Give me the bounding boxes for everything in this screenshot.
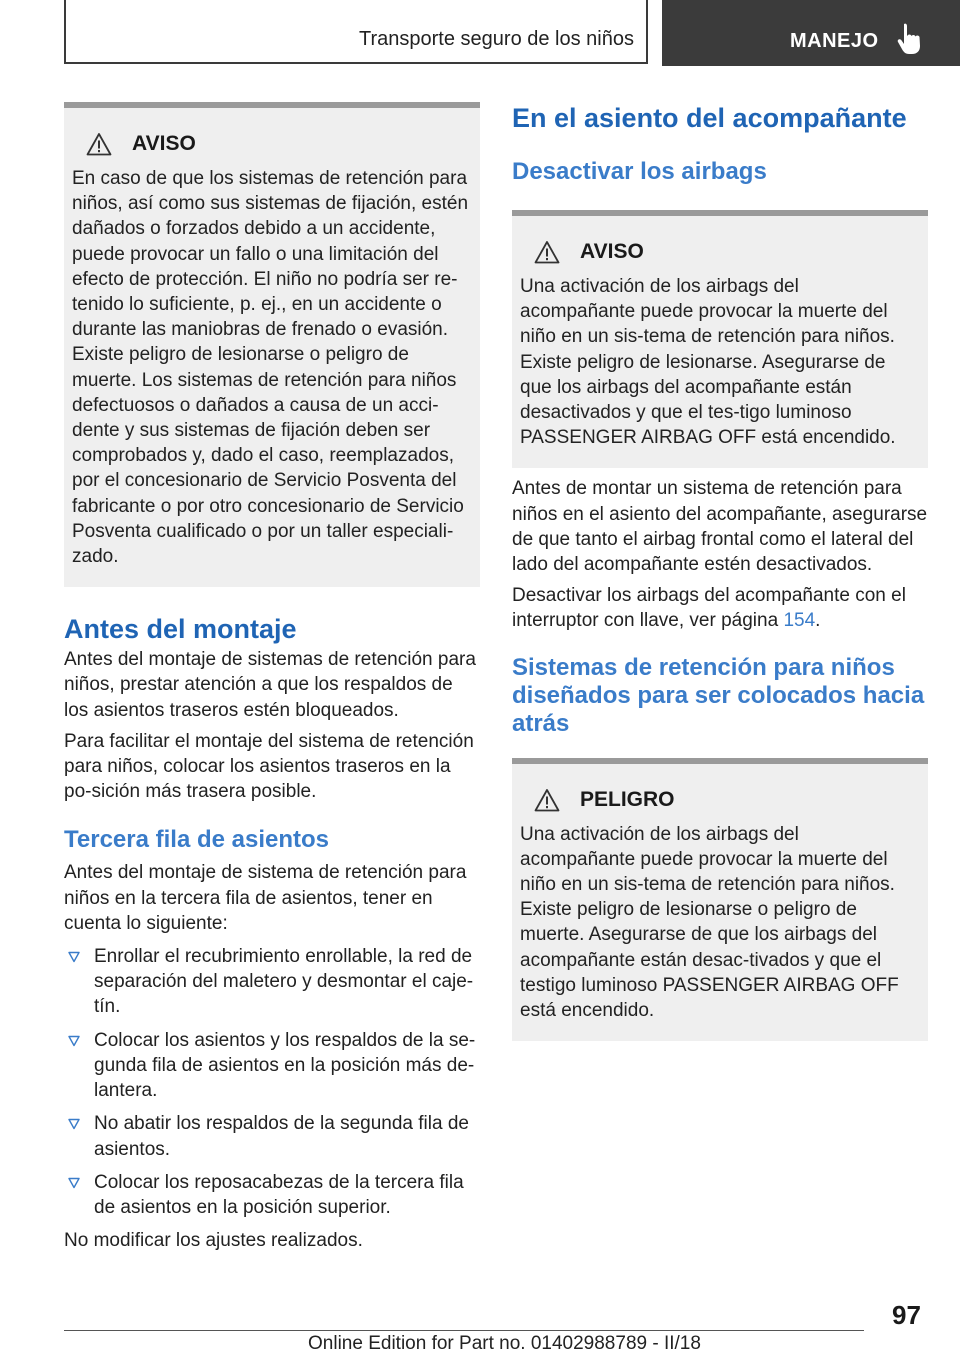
paragraph: No modificar los ajustes realizados. — [64, 1230, 363, 1252]
subsection-title: Tercera fila de asientos — [64, 826, 330, 854]
notice-label: PELIGRO — [580, 787, 675, 811]
notice-text: Una activación de los airbags del acompañante puede provocar la muerte del niño en un sis-tema de retención para niños. Existe peligro de lesionarse o peligro de muerte. Asegurarse de que los airbags del acompañante están desac-tivados y que el testigo luminoso PASSENGER AIRBAG OFF está encendido. — [520, 823, 899, 1022]
chapter-tab[interactable] — [662, 0, 960, 66]
notice-label: AVISO — [580, 240, 644, 263]
list-item — [64, 1111, 480, 1161]
list-item — [64, 1028, 480, 1104]
triangle-bullet-icon — [68, 1177, 80, 1189]
list-item-text: No abatir los respaldos de la segunda fila de asientos. — [94, 1113, 469, 1160]
subsection-title: Desactivar los airbags — [512, 158, 767, 185]
warning-triangle-icon — [86, 132, 112, 156]
list-item-text: Colocar los asientos y los respaldos de la se-gunda fila de asientos en la posición más de-lantera. — [94, 1029, 476, 1102]
paragraph: Antes del montaje de sistemas de retención para niños, prestar atención a que los respaldos de los asientos traseros estén bloqueados. — [64, 649, 476, 721]
paragraph: Antes del montaje de sistema de retención para niños en la tercera fila de asientos, tener en cuenta lo siguiente: — [64, 862, 467, 934]
list-item-text: Enrollar el recubrimiento enrollable, la red de separación del maletero y desmontar el caje-tín. — [94, 946, 474, 1018]
paragraph: Desactivar los airbags del acompañante con el interruptor con llave, ver página 154. — [512, 585, 906, 632]
notice-text: Una activación de los airbags del acompañante puede provocar la muerte del niño en un sis-tema de retención para niños. Existe peligro de lesionarse. Asegurarse de que los airbags del acompañante están desactivados y que el tes-tigo luminoso PASSENGER AIRBAG OFF está encendido. — [520, 276, 896, 449]
page-number: 97 — [892, 1300, 921, 1330]
notice-box — [64, 102, 480, 587]
footer-divider — [64, 1330, 864, 1331]
right-column — [512, 102, 928, 1041]
warning-triangle-icon — [534, 788, 560, 812]
triangle-bullet-icon — [68, 951, 80, 963]
page-link[interactable]: 154 — [783, 610, 816, 632]
notice-label: AVISO — [132, 132, 196, 155]
list-item — [64, 944, 480, 1020]
bullet-list — [64, 944, 480, 1220]
triangle-bullet-icon — [68, 1035, 80, 1047]
list-item — [64, 1170, 480, 1220]
edition-footer: Online Edition for Part no. 01402988789 - II/18 — [308, 1333, 701, 1354]
header-title: Transporte seguro de los niños — [359, 28, 634, 50]
chapter-tab-label: MANEJO — [790, 30, 879, 52]
subsection-title: Sistemas de retención para niños diseñados para ser colocados hacia atrás — [512, 653, 925, 737]
left-column — [64, 102, 480, 1253]
warning-triangle-icon — [534, 240, 560, 264]
paragraph: Para facilitar el montaje del sistema de retención para niños, colocar los asientos traseros en la po-sición más trasera posible. — [64, 730, 474, 803]
section-title: Antes del montaje — [64, 614, 297, 645]
section-title: En el asiento del acompañante — [512, 103, 907, 133]
list-item-text: Colocar los reposacabezas de la tercera fila de asientos en la posición superior. — [94, 1171, 464, 1218]
triangle-bullet-icon — [68, 1118, 80, 1130]
notice-box — [512, 758, 928, 1042]
pointing-hand-icon — [896, 22, 924, 56]
paragraph: Antes de montar un sistema de retención para niños en el asiento del acompañante, asegurarse de que tanto el airbag frontal como el lateral del lado del acompañante estén desactivados. — [512, 478, 928, 576]
notice-box — [512, 210, 928, 468]
header-frame — [64, 0, 648, 64]
notice-text: En caso de que los sistemas de retención para niños, así como sus sistemas de fijación, estén dañados o forzados debido a un accidente, puede provocar un fallo o una limitación del efecto de protección. El niño no podría ser re-tenido lo suficiente, p. ej., en un accidente o durante las maniobras de frenado o evasión. Existe peligro de lesionarse o peligro de muerte. Los sistemas de retención para niños defectuosos o dañados a causa de un acci-dente y sus sistemas de fijación deben ser comprobados y, dado el caso, reemplazados, por el concesionario de Servicio Posventa del fabricante o por otro concesionario de Servicio Posventa cualificado o por un taller especiali-zado. — [72, 168, 469, 568]
